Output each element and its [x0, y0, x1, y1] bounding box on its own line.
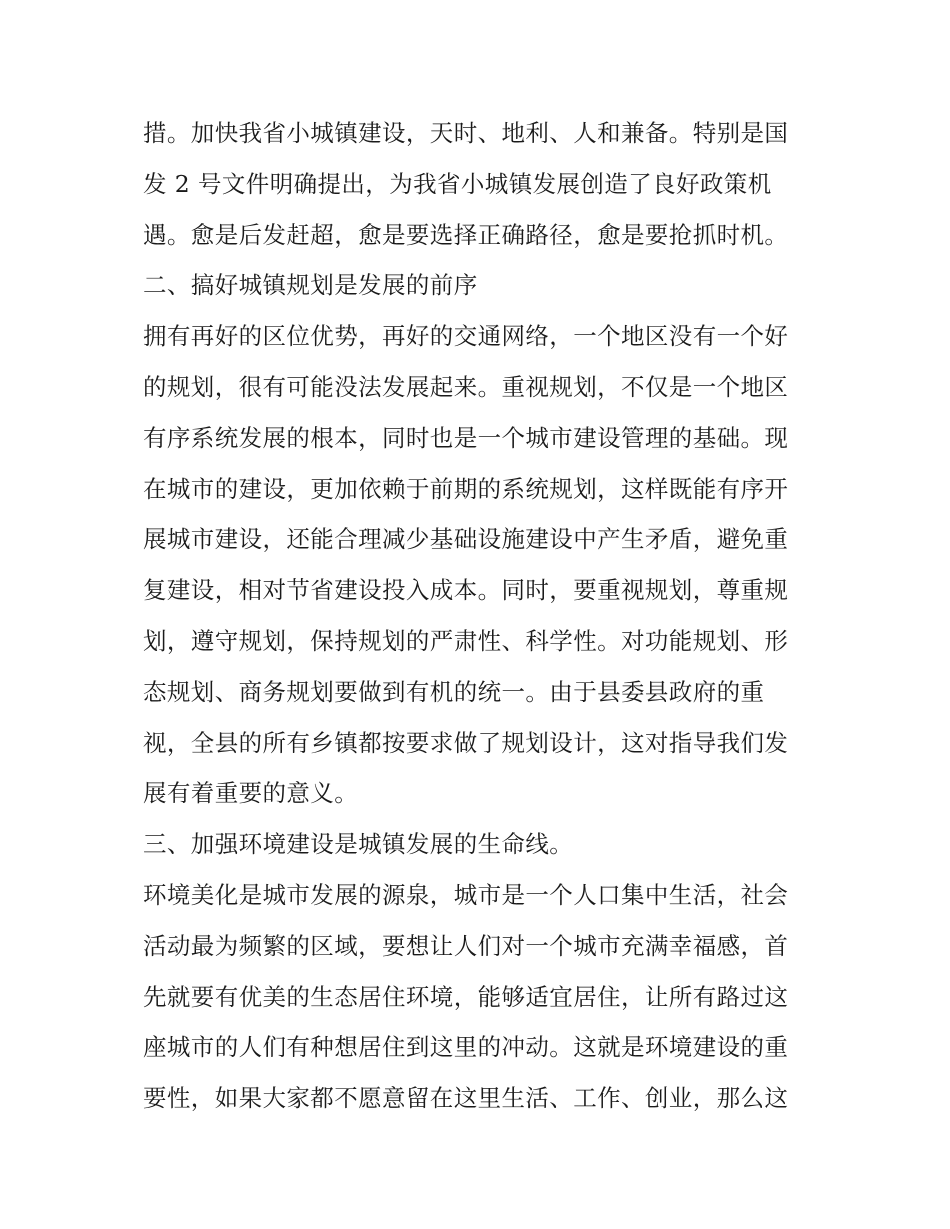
paragraph-line: 有序系统发展的根本，同时也是一个城市建设管理的基础。现 — [143, 423, 789, 452]
section-heading-3: 三、加强环境建设是城镇发展的生命线。 — [143, 830, 574, 859]
paragraph-line: 遇。愈是后发赶超，愈是要选择正确路径，愈是要抢抓时机。 — [143, 220, 789, 249]
paragraph-line: 座城市的人们有种想居住到这里的冲动。这就是环境建设的重 — [143, 1033, 789, 1062]
paragraph-line: 的规划，很有可能没法发展起来。重视规划，不仅是一个地区 — [143, 372, 789, 401]
paragraph-line: 活动最为频繁的区域，要想让人们对一个城市充满幸福感，首 — [143, 931, 789, 960]
paragraph-line: 拥有再好的区位优势，再好的交通网络，一个地区没有一个好 — [143, 322, 789, 351]
paragraph-line: 发 2 号文件明确提出，为我省小城镇发展创造了良好政策机 — [143, 169, 772, 198]
paragraph-line: 措。加快我省小城镇建设，天时、地利、人和兼备。特别是国 — [143, 119, 789, 147]
paragraph-line: 要性，如果大家都不愿意留在这里生活、工作、创业，那么这 — [143, 1084, 789, 1113]
paragraph-line: 环境美化是城市发展的源泉，城市是一个人口集中生活，社会 — [143, 880, 789, 909]
paragraph-line: 在城市的建设，更加依赖于前期的系统规划，这样既能有序开 — [143, 474, 789, 503]
document-body — [143, 108, 813, 1124]
paragraph-line: 划，遵守规划，保持规划的严肃性、科学性。对功能规划、形 — [143, 626, 789, 655]
paragraph-line: 展有着重要的意义。 — [143, 779, 359, 808]
paragraph-line: 先就要有优美的生态居住环境，能够适宜居住，让所有路过这 — [143, 982, 789, 1011]
paragraph-line: 展城市建设，还能合理减少基础设施建设中产生矛盾，避免重 — [143, 525, 789, 554]
paragraph-line: 态规划、商务规划要做到有机的统一。由于县委县政府的重 — [143, 677, 765, 706]
section-heading-2: 二、搞好城镇规划是发展的前序 — [143, 271, 478, 300]
paragraph-line: 视，全县的所有乡镇都按要求做了规划设计，这对指导我们发 — [143, 728, 789, 757]
paragraph-line: 复建设，相对节省建设投入成本。同时，要重视规划，尊重规 — [143, 576, 789, 605]
